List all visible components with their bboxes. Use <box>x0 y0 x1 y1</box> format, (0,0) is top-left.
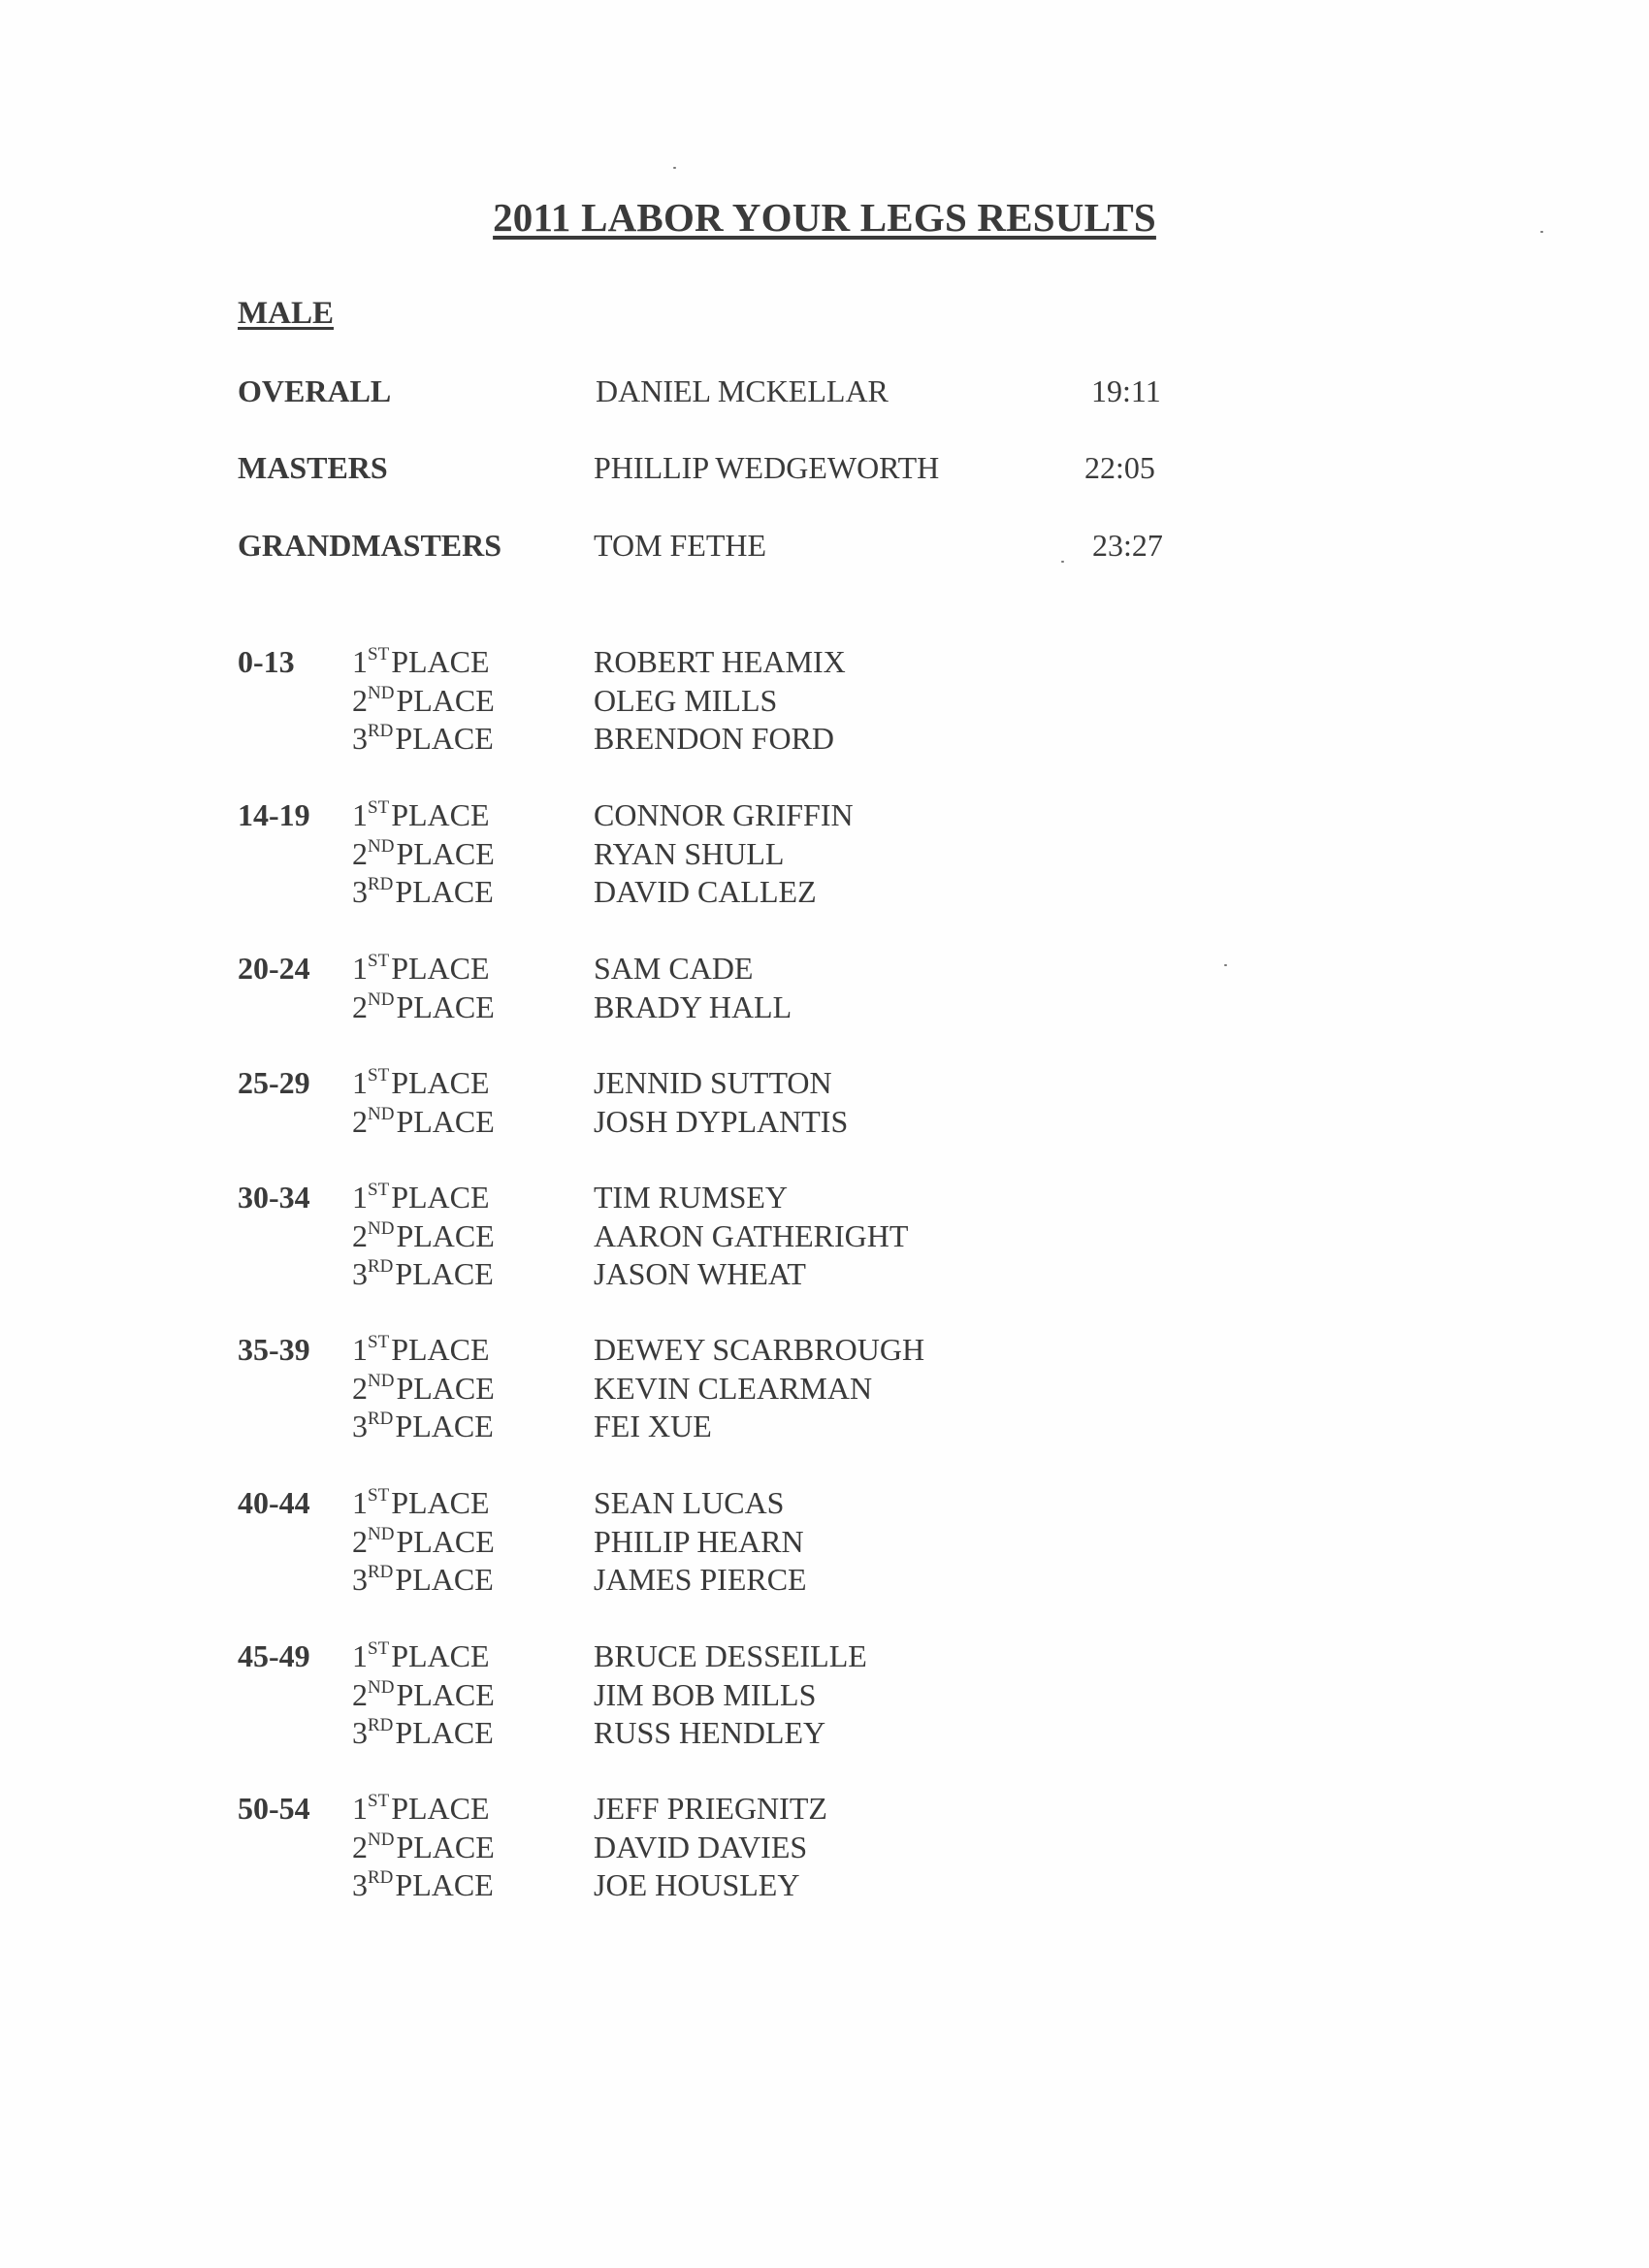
runner-name: JENNID SUTTON <box>594 1065 832 1100</box>
place-word: PLACE <box>391 1180 490 1215</box>
category-label: OVERALL <box>238 373 392 408</box>
place-label <box>352 721 494 757</box>
place-label <box>352 1332 490 1368</box>
place-word: PLACE <box>391 644 490 679</box>
runner-name: PHILIP HEARN <box>594 1523 804 1559</box>
place-number: 1 <box>352 951 368 986</box>
place-number: 3 <box>352 1562 368 1597</box>
place-row <box>0 874 1649 912</box>
place-number: 1 <box>352 644 368 679</box>
runner-name: SAM CADE <box>594 951 754 986</box>
place-suffix: ND <box>368 1829 395 1850</box>
finish-time: 23:27 <box>1092 528 1163 563</box>
place-number: 1 <box>352 1065 368 1100</box>
runner-name: OLEG MILLS <box>594 682 778 718</box>
place-word: PLACE <box>396 988 495 1024</box>
place-row <box>0 836 1649 874</box>
place-label <box>352 1180 490 1215</box>
place-suffix: ND <box>368 1103 395 1124</box>
age-group-label: 20-24 <box>238 951 310 986</box>
place-row <box>0 1104 1649 1142</box>
place-suffix: ST <box>368 1180 390 1200</box>
place-number: 2 <box>352 1103 368 1139</box>
place-word: PLACE <box>391 951 490 986</box>
place-number: 1 <box>352 1638 368 1673</box>
age-group-label: 30-34 <box>238 1180 310 1215</box>
runner-name: BRUCE DESSEILLE <box>594 1638 867 1673</box>
runner-name: TIM RUMSEY <box>594 1180 789 1215</box>
place-word: PLACE <box>391 1065 490 1100</box>
runner-name: BRADY HALL <box>594 988 792 1024</box>
runner-name: JEFF PRIEGNITZ <box>594 1791 827 1826</box>
place-label <box>352 644 490 680</box>
age-group-label: 0-13 <box>238 644 295 679</box>
runner-name: JOE HOUSLEY <box>594 1867 800 1902</box>
place-row <box>0 1218 1649 1256</box>
place-number: 2 <box>352 1829 368 1864</box>
place-word: PLACE <box>395 1867 494 1902</box>
place-number: 2 <box>352 835 368 871</box>
runner-name: SEAN LUCAS <box>594 1485 785 1520</box>
age-group-label: 25-29 <box>238 1065 310 1100</box>
place-suffix: ST <box>368 1485 390 1506</box>
place-label <box>352 683 495 719</box>
place-row <box>0 721 1649 759</box>
place-label <box>352 1104 495 1140</box>
place-number: 3 <box>352 721 368 756</box>
place-label <box>352 874 494 910</box>
runner-name: TOM FETHE <box>594 528 767 563</box>
place-suffix: ST <box>368 644 390 664</box>
age-group-label: 40-44 <box>238 1485 310 1520</box>
age-group-label: 35-39 <box>238 1332 310 1367</box>
place-label <box>352 797 490 833</box>
place-suffix: ND <box>368 835 395 857</box>
age-group-label: 45-49 <box>238 1638 310 1673</box>
place-row <box>0 1715 1649 1753</box>
place-label <box>352 1715 494 1751</box>
place-suffix: ND <box>368 1370 395 1391</box>
place-number: 1 <box>352 1180 368 1215</box>
scan-speck <box>1224 964 1227 966</box>
place-suffix: ND <box>368 1676 395 1698</box>
place-suffix: ST <box>368 1332 390 1352</box>
runner-name: BRENDON FORD <box>594 721 835 756</box>
place-word: PLACE <box>396 1523 495 1559</box>
place-suffix: ST <box>368 951 390 971</box>
place-suffix: ND <box>368 1523 395 1544</box>
place-number: 2 <box>352 1370 368 1406</box>
place-row <box>0 1791 1649 1829</box>
runner-name: DAVID CALLEZ <box>594 874 817 909</box>
place-row <box>0 683 1649 721</box>
place-row <box>0 1485 1649 1523</box>
place-row <box>0 989 1649 1027</box>
place-label <box>352 1562 494 1598</box>
place-word: PLACE <box>395 1409 494 1443</box>
place-label <box>352 1791 490 1827</box>
place-label <box>352 1677 495 1713</box>
place-suffix: ST <box>368 797 390 818</box>
place-row <box>0 1562 1649 1600</box>
runner-name: JOSH DYPLANTIS <box>594 1103 849 1139</box>
place-word: PLACE <box>396 1829 495 1864</box>
place-label <box>352 1638 490 1674</box>
place-number: 2 <box>352 988 368 1024</box>
place-word: PLACE <box>391 797 490 832</box>
finish-time: 19:11 <box>1091 373 1161 408</box>
place-suffix: ST <box>368 1638 390 1659</box>
place-suffix: RD <box>368 1409 394 1429</box>
place-number: 3 <box>352 874 368 909</box>
place-row <box>0 797 1649 835</box>
grandmasters-row <box>0 528 1649 567</box>
section-heading-male: MALE <box>238 296 334 331</box>
place-number: 1 <box>352 1791 368 1826</box>
scan-speck <box>1061 561 1064 563</box>
place-suffix: RD <box>368 1256 394 1277</box>
place-number: 3 <box>352 1715 368 1750</box>
finish-time: 22:05 <box>1084 450 1155 485</box>
place-row <box>0 1409 1649 1446</box>
place-number: 2 <box>352 1217 368 1253</box>
place-word: PLACE <box>391 1791 490 1826</box>
place-word: PLACE <box>395 1562 494 1597</box>
runner-name: PHILLIP WEDGEWORTH <box>594 450 940 485</box>
runner-name: RYAN SHULL <box>594 835 785 871</box>
place-label <box>352 1065 490 1101</box>
place-word: PLACE <box>395 1715 494 1750</box>
place-suffix: ND <box>368 1217 395 1239</box>
runner-name: DEWEY SCARBROUGH <box>594 1332 925 1367</box>
place-label <box>352 1409 494 1444</box>
scan-speck <box>1540 231 1543 233</box>
age-group-label: 50-54 <box>238 1791 310 1826</box>
runner-name: FEI XUE <box>594 1409 712 1443</box>
place-number: 2 <box>352 1523 368 1559</box>
place-label <box>352 1524 495 1560</box>
place-row <box>0 1180 1649 1217</box>
place-label <box>352 1218 495 1254</box>
runner-name: JASON WHEAT <box>594 1256 806 1291</box>
place-row <box>0 1638 1649 1676</box>
place-suffix: RD <box>368 721 394 741</box>
place-word: PLACE <box>396 835 495 871</box>
place-word: PLACE <box>395 874 494 909</box>
place-word: PLACE <box>396 682 495 718</box>
place-row <box>0 1371 1649 1409</box>
place-label <box>352 1830 495 1865</box>
runner-name: JAMES PIERCE <box>594 1562 807 1597</box>
place-row <box>0 644 1649 682</box>
place-row <box>0 1256 1649 1294</box>
place-number: 3 <box>352 1256 368 1291</box>
runner-name: KEVIN CLEARMAN <box>594 1370 873 1406</box>
runner-name: CONNOR GRIFFIN <box>594 797 854 832</box>
place-word: PLACE <box>396 1370 495 1406</box>
masters-row <box>0 450 1649 489</box>
place-suffix: RD <box>368 1867 394 1888</box>
place-suffix: ST <box>368 1065 390 1085</box>
overall-row <box>0 373 1649 412</box>
place-word: PLACE <box>396 1103 495 1139</box>
place-label <box>352 1485 490 1521</box>
place-label <box>352 1867 494 1903</box>
category-label: MASTERS <box>238 450 388 485</box>
place-suffix: RD <box>368 874 394 894</box>
runner-name: DANIEL MCKELLAR <box>596 373 889 408</box>
place-label <box>352 951 490 987</box>
place-number: 1 <box>352 797 368 832</box>
place-row <box>0 1332 1649 1370</box>
place-label <box>352 989 495 1025</box>
runner-name: DAVID DAVIES <box>594 1829 808 1864</box>
runner-name: RUSS HENDLEY <box>594 1715 826 1750</box>
place-number: 3 <box>352 1867 368 1902</box>
place-suffix: ST <box>368 1791 390 1811</box>
age-group-label: 14-19 <box>238 797 310 832</box>
place-suffix: RD <box>368 1562 394 1582</box>
place-number: 2 <box>352 682 368 718</box>
place-word: PLACE <box>391 1638 490 1673</box>
place-row <box>0 951 1649 988</box>
place-word: PLACE <box>396 1676 495 1712</box>
place-row <box>0 1677 1649 1715</box>
place-word: PLACE <box>395 721 494 756</box>
runner-name: JIM BOB MILLS <box>594 1676 817 1712</box>
scan-speck <box>673 167 676 169</box>
place-row <box>0 1065 1649 1103</box>
place-label <box>352 836 495 872</box>
place-row <box>0 1524 1649 1562</box>
page-title: 2011 LABOR YOUR LEGS RESULTS <box>493 195 1156 240</box>
place-word: PLACE <box>396 1217 495 1253</box>
place-number: 3 <box>352 1409 368 1443</box>
place-suffix: ND <box>368 988 395 1010</box>
place-label <box>352 1371 495 1407</box>
place-suffix: RD <box>368 1715 394 1735</box>
place-row <box>0 1830 1649 1867</box>
place-word: PLACE <box>395 1256 494 1291</box>
place-number: 1 <box>352 1332 368 1367</box>
place-label <box>352 1256 494 1292</box>
place-word: PLACE <box>391 1485 490 1520</box>
category-label: GRANDMASTERS <box>238 528 502 563</box>
runner-name: ROBERT HEAMIX <box>594 644 846 679</box>
place-number: 2 <box>352 1676 368 1712</box>
place-number: 1 <box>352 1485 368 1520</box>
place-word: PLACE <box>391 1332 490 1367</box>
place-row <box>0 1867 1649 1905</box>
place-suffix: ND <box>368 682 395 703</box>
runner-name: AARON GATHERIGHT <box>594 1217 909 1253</box>
